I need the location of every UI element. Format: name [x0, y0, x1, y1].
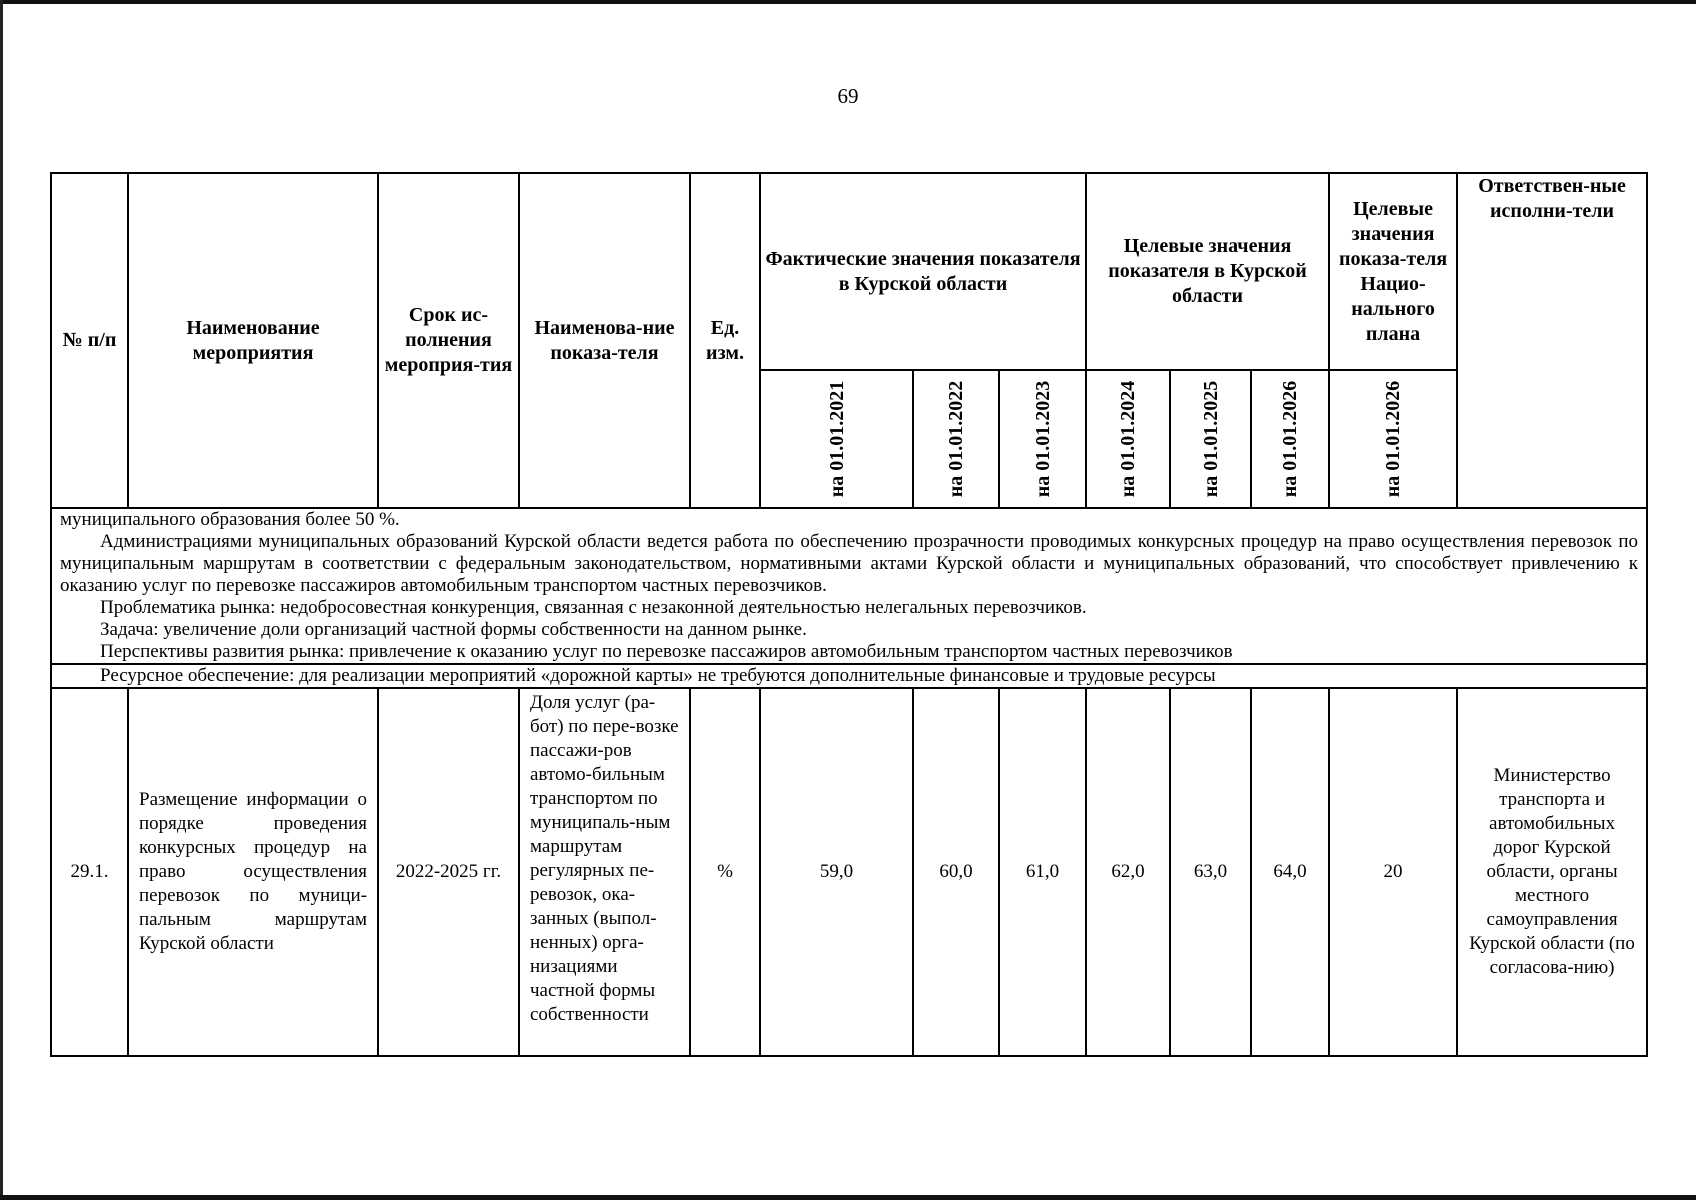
- header-deadline: Срок ис-полнения мероприя-тия: [378, 173, 519, 508]
- scan-border-left: [0, 0, 3, 1200]
- row-responsible: Министерство транспорта и автомобильных дорог Курской области, органы местного самоуправления Курской области (по согласова-нию): [1457, 688, 1647, 1056]
- row-event: Размещение информации о порядке проведения конкурсных процедур на право осуществления перевозок по муници-пальным маршрутам Курской области: [128, 688, 378, 1056]
- text-paragraph: Администрациями муниципальных образований Курской области ведется работа по обеспечению прозрачности проводимых конкурсных процедур на право осуществления перевозок по муниципальным маршрутам в соответствии с федеральным законодательством, нормативными актами Курской области и муниципальных образований, что способствует привлечению к оказанию услуг по перевозке пассажиров автомобильным транспортом частных перевозчиков.: [60, 531, 1639, 596]
- date-label: на 01.01.2026: [1279, 380, 1302, 498]
- scan-border-top: [0, 0, 1696, 4]
- resource-row: [51, 664, 1647, 688]
- text-paragraph: Задача: увеличение доли организаций частной формы собственности на данном рынке.: [100, 619, 807, 640]
- resource-provision: [51, 664, 1647, 688]
- row-value: 60,0: [913, 688, 999, 1056]
- resource-text: Ресурсное обеспечение: для реализации мероприятий «дорожной карты» не требуются дополнительные финансовые и трудовые ресурсы: [100, 665, 1216, 686]
- header-row-top: [51, 173, 1647, 370]
- row-indicator: Доля услуг (ра-бот) по пере-возке пассажи-ров автомо-бильным транспортом по муниципаль-ным маршрутам регулярных пе-ревозок, ока-занных (выпол-ненных) орга-низациями частной формы собственности: [519, 688, 690, 1056]
- text-paragraph: Проблематика рынка: недобросовестная конкуренция, связанная с незаконной деятельностью нелегальных перевозчиков.: [100, 597, 1087, 618]
- header-target-values: Целевые значения показателя в Курской области: [1086, 173, 1329, 370]
- text-paragraph: Перспективы развития рынка: привлечение к оказанию услуг по перевозке пассажиров автомобильным транспортом частных перевозчиков: [100, 641, 1233, 662]
- header-indicator-name: Наименова-ние показа-теля: [519, 173, 690, 508]
- date-label: на 01.01.2026: [1382, 380, 1405, 498]
- text-block-row: [51, 508, 1647, 664]
- row-num: 29.1.: [51, 688, 128, 1056]
- header-date-cell: [760, 370, 913, 508]
- table-row: [51, 688, 1647, 1056]
- header-date-cell: [913, 370, 999, 508]
- row-unit: %: [690, 688, 760, 1056]
- date-label: на 01.01.2025: [1199, 380, 1222, 498]
- header-date-cell: [1251, 370, 1329, 508]
- header-event-name: Наименование мероприятия: [128, 173, 378, 508]
- header-date-cell: [999, 370, 1086, 508]
- header-date-cell: [1329, 370, 1457, 508]
- date-label: на 01.01.2024: [1117, 380, 1140, 498]
- market-description: [51, 508, 1647, 664]
- header-date-cell: [1170, 370, 1251, 508]
- header-date-cell: [1086, 370, 1170, 508]
- page-number: 69: [837, 84, 859, 108]
- text-line: муниципального образования более 50 %.: [60, 509, 400, 530]
- row-value: 59,0: [760, 688, 913, 1056]
- row-value: 61,0: [999, 688, 1086, 1056]
- date-label: на 01.01.2022: [945, 380, 967, 498]
- header-unit: Ед. изм.: [690, 173, 760, 508]
- date-label: на 01.01.2023: [1031, 380, 1054, 498]
- roadmap-table: [50, 172, 1648, 1057]
- header-national-target: Целевые значения показа-теля Нацио-нального плана: [1329, 173, 1457, 370]
- row-deadline: 2022-2025 гг.: [378, 688, 519, 1056]
- scan-border-bottom: [0, 1195, 1696, 1200]
- row-national-value: 20: [1329, 688, 1457, 1056]
- row-value: 63,0: [1170, 688, 1251, 1056]
- header-actual-values: Фактические значения показателя в Курской области: [760, 173, 1086, 370]
- row-value: 64,0: [1251, 688, 1329, 1056]
- header-num: № п/п: [51, 173, 128, 508]
- header-responsible: Ответствен-ные исполни-тели: [1457, 173, 1647, 508]
- row-value: 62,0: [1086, 688, 1170, 1056]
- date-label: на 01.01.2021: [825, 380, 848, 498]
